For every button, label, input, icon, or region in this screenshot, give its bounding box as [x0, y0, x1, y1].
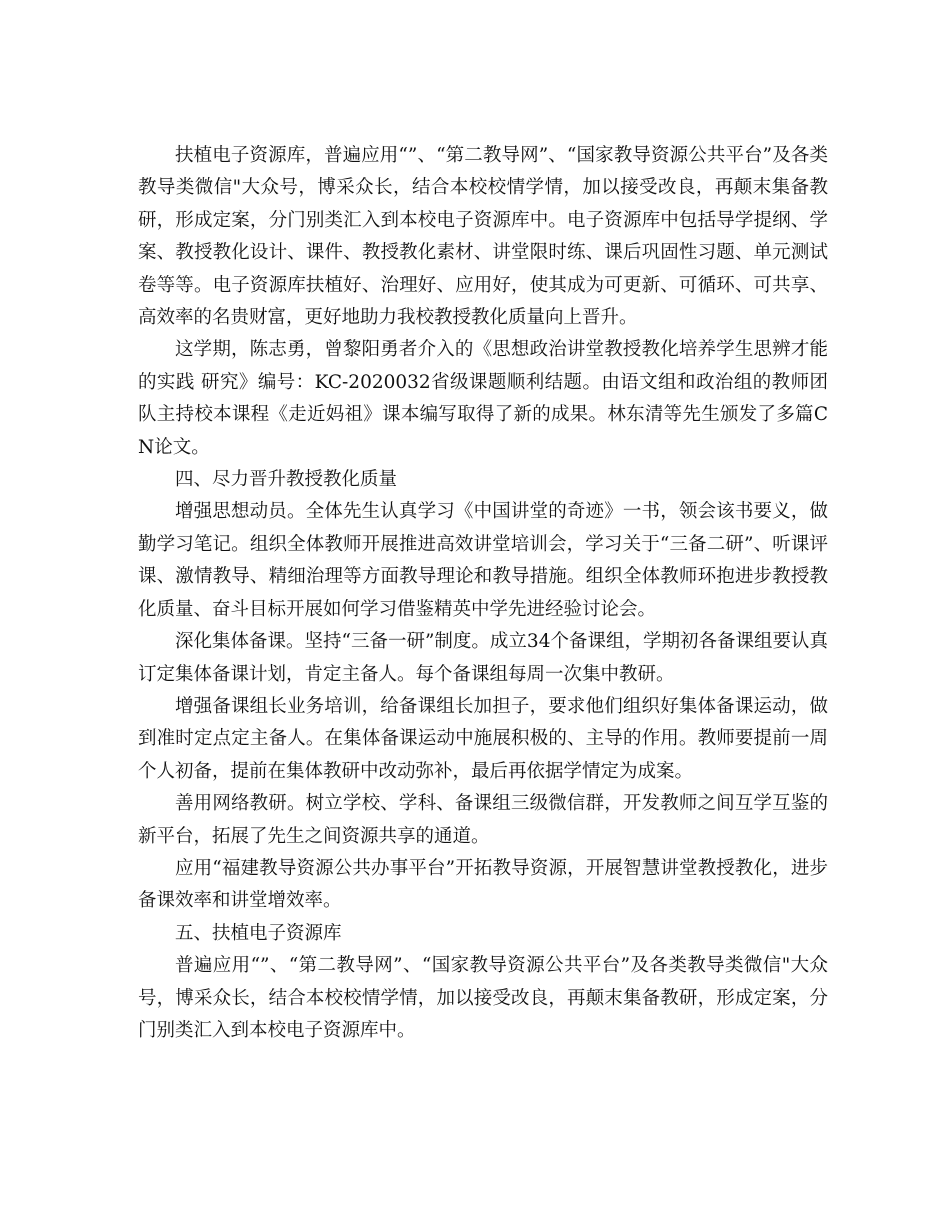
paragraph-group-leader-training: 增强备课组长业务培训，给备课组长加担子，要求他们组织好集体备课运动，做到准时定点定主备人。在集体备课运动中施展积极的、主导的作用。教师要提前一周个人初备，提前在集体教研中改动弥补，最后再依据学情定为成案。	[138, 695, 828, 782]
paragraph-resource-usage: 普遍应用“”、“第二教导网”、“国家教导资源公共平台”及各类教导类微信"大众号，博采众长，结合本校校情学情，加以接受改良，再颠末集备教研，形成定案，分门别类汇入到本校电子资源库中。	[138, 955, 828, 1041]
paragraph-collective-lesson-prep: 深化集体备课。坚持“三备一研”制度。成立34个备课组，学期初各备课组要认真订定集体备课计划，肯定主备人。每个备课组每周一次集中教研。	[138, 631, 828, 685]
section-heading-electronic-library: 五、扶植电子资源库	[175, 922, 342, 944]
document-page	[138, 140, 828, 1047]
paragraph-platform-usage: 应用“福建教导资源公共办事平台”开拓教导资源，开展智慧讲堂教授教化，进步备课效率和讲堂增效率。	[138, 857, 828, 912]
paragraph-ideological-mobilization: 增强思想动员。全体先生认真学习《中国讲堂的奇迹》一书，领会该书要义，做勤学习笔记。组织全体教师开展推进高效讲堂培训会，学习关于“三备二研”、听课评课、激情教导、精细治理等方面教导理论和教导措施。组织全体教师环抱进步教授教化质量、奋斗目标开展如何学习借鉴精英中学先进经验讨论会。	[138, 501, 828, 620]
section-heading-teaching-quality: 四、尽力晋升教授教化质量	[175, 469, 398, 491]
paragraph-network-research: 善用网络教研。树立学校、学科、备课组三级微信群，开发教师之间互学互鉴的新平台，拓展了先生之间资源共享的通道。	[138, 793, 828, 847]
paragraph-research-achievements: 这学期，陈志勇，曾黎阳勇者介入的《思想政治讲堂教授教化培养学生思辨才能的实践 研究》编号：KC-2020032省级课题顺利结题。由语文组和政治组的教师团队主持校本课程《走近妈祖》课本编写取得了新的成果。林东清等先生颁发了多篇CN论文。	[138, 339, 828, 458]
paragraph-electronic-library: 扶植电子资源库，普遍应用“”、“第二教导网”、“国家教导资源公共平台”及各类教导类微信"大众号，博采众长，结合本校校情学情，加以接受改良，再颠末集备教研，形成定案，分门别类汇入到本校电子资源库中。电子资源库中包括导学提纲、学案、教授教化设计、课件、教授教化素材、讲堂限时练、课后巩固性习题、单元测试卷等等。电子资源库扶植好、治理好、应用好，使其成为可更新、可循环、可共享、高效率的名贵财富，更好地助力我校教授教化质量向上晋升。	[138, 145, 828, 329]
